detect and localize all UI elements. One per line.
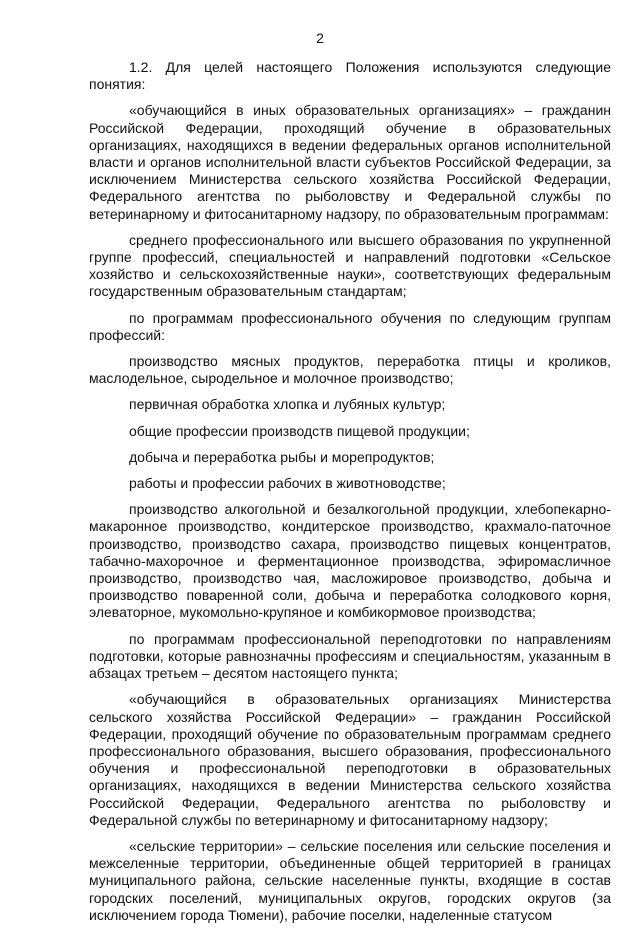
paragraph-secondary-higher-education: среднего профессионального или высшего образования по укрупненной группе профессий, специальностей и направлений подготовки «Сельское хозяйство и сельскохозяйственные науки», соответствующих федеральным государственным образовательным стандартам; bbox=[89, 231, 611, 300]
paragraph-livestock-work: работы и профессии рабочих в животноводстве; bbox=[129, 475, 446, 492]
paragraph-cotton-processing: первичная обработка хлопка и лубяных культур; bbox=[129, 396, 446, 413]
page-number: 2 bbox=[316, 30, 324, 46]
paragraph-food-production: общие профессии производств пищевой продукции; bbox=[129, 422, 470, 439]
document-body bbox=[89, 59, 611, 933]
paragraph-definition-rural-territories: «сельские территории» – сельские поселения или сельские поселения и межселенные территории, объединенные общей территорией в границах муниципального района, сельские населенные пункты, входящие в состав городских поселений, муниципальных округов, городских округов (за исключением города Тюмени), рабочие поселки, наделенные статусом bbox=[89, 837, 611, 923]
paragraph-beverage-bakery-production: производство алкогольной и безалкогольной продукции, хлебопекарно-макаронное производство, кондитерское производство, крахмало-паточное производство, производство сахара, производство пищевых концентратов, табачно-махорочное и ферментационное производства, эфиромасличное производство, производство чая, масложировое производство, добыча и производство поваренной соли, добыча и переработка солодкового корня, элеваторное, мукомольно-крупяное и комбикормовое производства; bbox=[89, 501, 611, 621]
paragraph-professional-training: по программам профессионального обучения по следующим группам профессий: bbox=[89, 309, 611, 343]
paragraph-definition-ministry-organizations: «обучающийся в образовательных организациях Министерства сельского хозяйства Российской Федерации» – гражданин Российской Федерации, проходящий обучение по образовательным программам среднего профессионального образования, высшего образования, профессионального обучения и профессиональной переподготовки в образовательных организациях, находящихся в ведении Министерства сельского хозяйства Российской Федерации, Федерального агентства по рыболовству и Федеральной службы по ветеринарному и фитосанитарному надзору; bbox=[89, 691, 611, 828]
paragraph-definition-other-organizations: «обучающийся в иных образовательных организациях» – гражданин Российской Федерации, проходящий обучение в образовательных организациях, находящихся в ведении федеральных органов исполнительной власти и органов исполнительной власти субъектов Российской Федерации, за исключением Министерства сельского хозяйства Российской Федерации, Федерального агентства по рыболовству и Федеральной службы по ветеринарному и фитосанитарному надзору, по образовательным программам: bbox=[89, 102, 611, 222]
paragraph-1-2-intro: 1.2. Для целей настоящего Положения используются следующие понятия: bbox=[89, 59, 611, 93]
paragraph-fish-processing: добыча и переработка рыбы и морепродуктов; bbox=[129, 448, 435, 465]
paragraph-meat-dairy-production: производство мясных продуктов, переработка птицы и кроликов, маслодельное, сыродельное и молочное производство; bbox=[89, 353, 611, 387]
paragraph-retraining: по программам профессиональной переподготовки по направлениям подготовки, которые равнозначны профессиям и специальностям, указанным в абзацах третьем – десятом настоящего пункта; bbox=[89, 630, 611, 682]
